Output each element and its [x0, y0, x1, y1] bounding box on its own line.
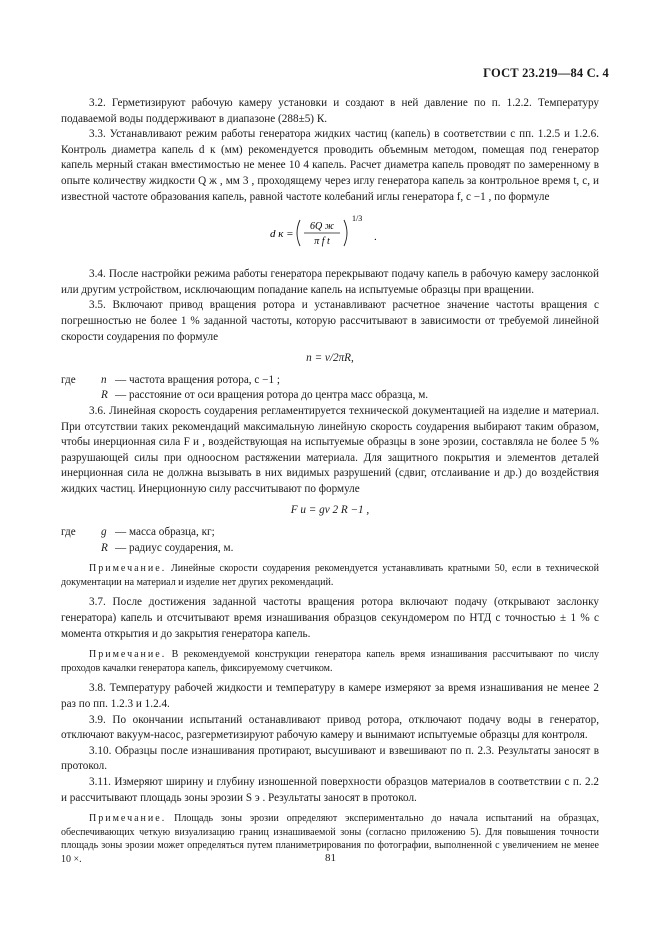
where-text: — расстояние от оси вращения ротора до центра масс образца, м.	[115, 389, 429, 402]
paragraph-3-6: 3.6. Линейная скорость соударения регламентируется технической документацией на изделие и материал. При отсутствии таких рекомендаций максимальную линейную скорость соударения выбирают таким образом, чтобы инерционная сила F и , воздействующая на испытуемые образцы в зоне эрозии, составляла не более 5 % разрушающей силы при одноосном растяжении материала. Для защитного покрытия и элементов деталей инерционная сила не должна вызывать в них видимых разрушений (сдвиг, отслаивание и др.) до воздействия жидких частиц. Инерционную силу рассчитывают по формуле	[61, 404, 599, 495]
where-text: — частота вращения ротора, с −1 ;	[115, 373, 280, 386]
paragraph-3-2: 3.2. Герметизируют рабочую камеру установки и создают в ней давление по п. 1.2.2. Температуру подаваемой воды поддерживают в диапазоне (288±5) К.	[61, 97, 599, 125]
formula1-right-paren	[344, 220, 347, 246]
where-symbol: n	[101, 373, 107, 386]
note-wear-time	[61, 648, 599, 675]
where-prefix: где	[61, 373, 76, 386]
formula1-lhs: d к =	[270, 228, 294, 241]
document-body	[61, 96, 599, 867]
where-item	[61, 525, 599, 541]
formula-rotation-frequency: n = v/2πR,	[306, 352, 354, 365]
formula1-tail: .	[374, 231, 377, 244]
where-list-1	[61, 373, 599, 404]
paragraph-3-10: 3.10. Образцы после изнашивания протирают, высушивают и взвешивают по п. 2.3. Результаты заносят в протокол.	[61, 744, 599, 773]
note-text: В рекомендуемой конструкции генератора капель время изнашивания рассчитывают по числу проходов качалки генератора капель, фиксируемому счетчиком.	[61, 649, 599, 674]
where-text: — масса образца, кг;	[115, 526, 215, 539]
where-symbol: g	[101, 526, 107, 539]
formula1-numerator: 6Q ж	[309, 221, 335, 233]
paragraph-3-3: 3.3. Устанавливают режим работы генератора жидких частиц (капель) в соответствии с пп. 1.2.5 и 1.2.6. Контроль диаметра капель d к (мм) рекомендуется проводить объемным методом, помещая под генератор капель мерный стакан вместимостью не менее 10 4 капель. Расчет диаметра капель проводят по замеренному в опыте количеству жидкости Q ж , мм 3 , проходящему через иглу генератора капель за контрольное время t, с, и известной частоте образования капель, равной частоте колебаний иглы генератора f, с −1 , по формуле	[61, 128, 599, 203]
note-label: Примечание.	[89, 813, 167, 825]
paragraph-3-7: 3.7. После достижения заданной частоты вращения ротора включают подачу (открывают заслонку генератора) капель и отсчитывают время изнашивания образцов секундомером по НТД с точностью ± 1 % с момента открытия и до закрытия генератора капель.	[61, 596, 599, 640]
where-symbol: R	[101, 541, 108, 554]
page-header: ГОСТ 23.219—84 С. 4	[483, 66, 609, 80]
formula-droplet-diameter	[61, 209, 599, 257]
note-text: Линейные скорости соударения рекомендуется устанавливать кратными 50, если в технической документации на материал и изделие нет других рекомендаций.	[61, 563, 599, 588]
where-text: — радиус соударения, м.	[115, 541, 234, 554]
formula1-exponent: 1/3	[352, 214, 363, 224]
where-prefix	[61, 388, 101, 404]
paragraph-3-9: 3.9. По окончании испытаний останавливают привод ротора, отключают подачу воды в генератор, отключают вакуум-насос, разгерметизируют рабочую камеру и вынимают испытуемые образцы для контроля.	[61, 713, 599, 742]
note-label: Примечание.	[89, 563, 167, 575]
where-item	[61, 388, 599, 404]
note-label: Примечание.	[89, 649, 167, 661]
formula1-denominator: π f t	[314, 236, 330, 248]
page-number: 81	[325, 852, 336, 864]
where-item	[61, 373, 599, 389]
note-text: Площадь зоны эрозии определяют экспериментально до начала испытаний на образцах, обеспечивающих четкую визуализацию границ изнашиваемой зоны (согласно приложению 5). Для повышения точности площадь зоны эрозии может определяться путем планиметрирования по фотографии, выполненной с увеличением не менее 10 ×.	[61, 813, 599, 865]
where-prefix	[61, 541, 101, 557]
where-list-2	[61, 525, 599, 556]
paragraph-3-5: 3.5. Включают привод вращения ротора и устанавливают расчетное значение частоты вращения с погрешностью не более 1 % заданной частоты, которую рассчитывают в зависимости от требуемой линейной скорости соударения по формуле	[61, 299, 599, 343]
paragraph-3-11: 3.11. Измеряют ширину и глубину изношенной поверхности образцов материалов в соответствии с п. 2.2 и рассчитывают площадь зоны эрозии S э . Результаты заносят в протокол.	[61, 775, 599, 804]
where-symbol: R	[101, 389, 108, 402]
formula-droplet-diameter-svg	[270, 210, 390, 256]
where-prefix: где	[61, 526, 76, 539]
formula-inertial-force: F и = gv 2 R −1 ,	[290, 504, 370, 517]
where-item	[61, 541, 599, 557]
paragraph-3-4: 3.4. После настройки режима работы генератора перекрывают подачу капель в рабочую камеру заслонкой или другим устройством, исключающим попадание капель на испытуемые образцы при вращении.	[61, 268, 599, 296]
note-linear-speeds	[61, 562, 599, 589]
formula1-left-paren	[297, 220, 300, 246]
paragraph-3-8: 3.8. Температуру рабочей жидкости и температуру в камере измеряют за время изнашивания не менее 2 раз по пп. 1.2.3 и 1.2.4.	[61, 682, 599, 710]
